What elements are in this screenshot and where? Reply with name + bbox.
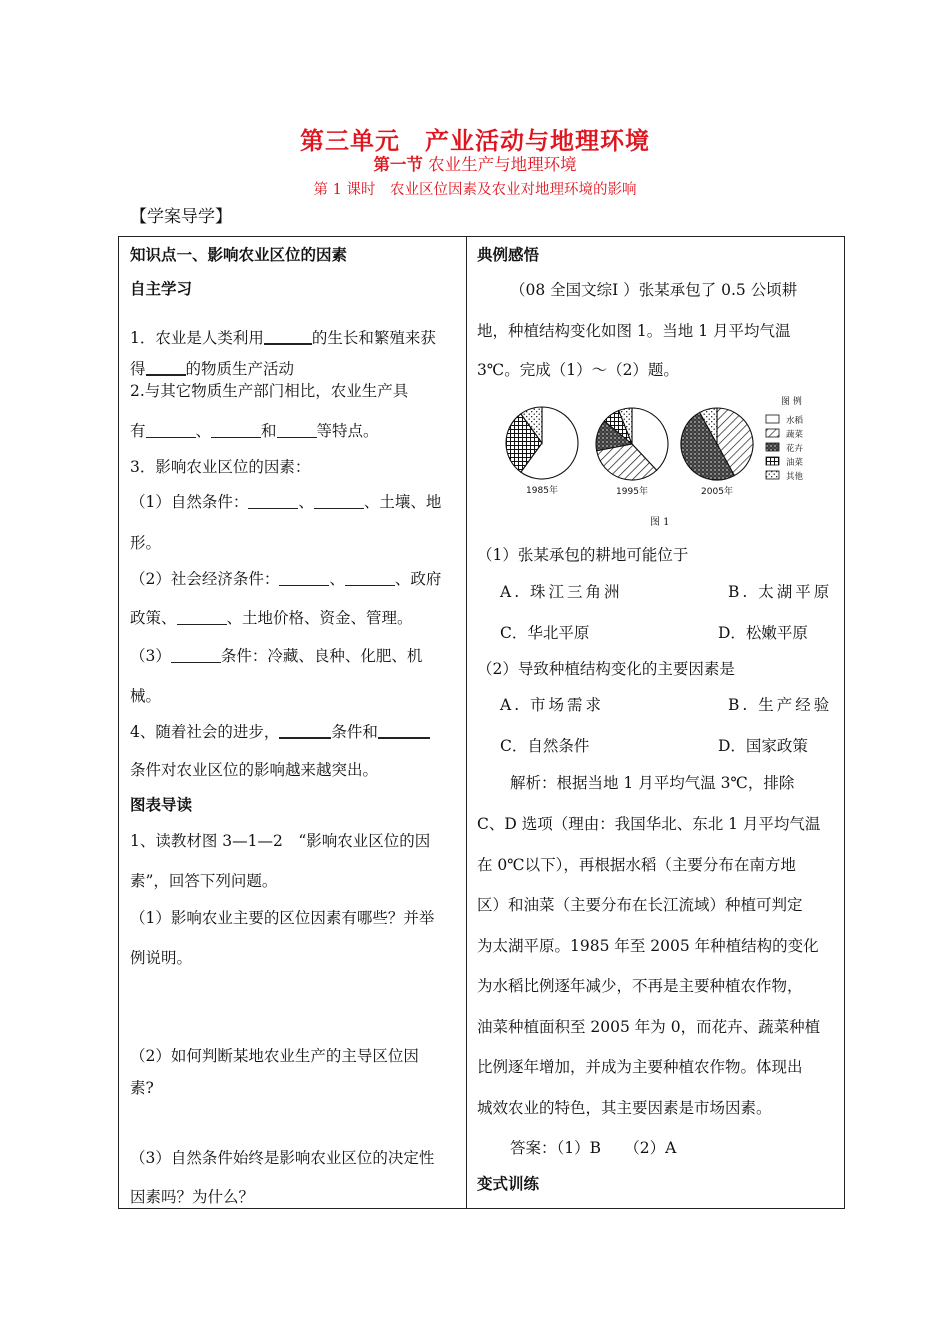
- blank-field[interactable]: [314, 493, 364, 509]
- legend-label: 其他: [786, 472, 804, 482]
- example-text-3: 3℃。完成（1）～（2）题。: [477, 361, 679, 379]
- question-2-line-2: 有 、 和 等特点。: [130, 422, 379, 440]
- analysis-line-4: 区）和油菜（主要分布在长江流域）种植可判定: [477, 896, 803, 914]
- legend-title: 图 例: [781, 397, 802, 407]
- q2-option-b: B. 生产经验: [728, 696, 833, 714]
- analysis-line-9: 城效农业的特色，其主要因素是市场因素。: [477, 1099, 772, 1117]
- blank-field[interactable]: [171, 647, 221, 663]
- question-4-line-2: 条件对农业区位的影响越来越突出。: [130, 761, 379, 779]
- q2-option-d: D．国家政策: [718, 737, 808, 755]
- reading-q1-line-1: （1）影响农业主要的区位因素有哪些？并举: [130, 909, 435, 927]
- guide-label: 【学案导学】: [130, 207, 232, 227]
- question-1: （1）张某承包的耕地可能位于: [477, 546, 689, 564]
- natural-conditions-cont: 形。: [130, 534, 162, 552]
- q2-option-c: C．自然条件: [500, 737, 590, 755]
- blank-field[interactable]: [248, 493, 298, 509]
- analysis-line-5: 为太湖平原。1985 年至 2005 年种植结构的变化: [477, 937, 819, 955]
- analysis-line-7: 油菜种植面积至 2005 年为 0，而花卉、蔬菜种植: [477, 1018, 821, 1036]
- pie-year-label: 1985年: [526, 486, 558, 496]
- question-1-line-1: 1．农业是人类利用 的生长和繁殖来获: [130, 329, 436, 347]
- analysis-line-1: 解析：根据当地 1 月平均气温 3℃，排除: [510, 774, 795, 792]
- legend-label: 花卉: [786, 444, 804, 454]
- technical-conditions: （3） 条件：冷藏、良种、化肥、机: [130, 647, 423, 665]
- knowledge-point-1: 知识点一、影响农业区位的因素: [130, 245, 348, 264]
- figure-caption: 图 1: [650, 517, 670, 528]
- legend-label: 蔬菜: [786, 430, 804, 440]
- reading-q3-line-1: （3）自然条件始终是影响农业区位的决定性: [130, 1149, 435, 1167]
- chart-guide-heading: 图表导读: [130, 795, 193, 814]
- reading-1-line-2: 素”，回答下列问题。: [130, 872, 278, 890]
- section-title: [0, 151, 950, 175]
- q1-option-c: C．华北平原: [500, 624, 590, 642]
- reading-q2-line-1: （2）如何判断某地农业生产的主导区位因: [130, 1047, 419, 1065]
- analysis-line-2: C、D 选项（理由：我国华北、东北 1 月平均气温: [477, 815, 821, 833]
- blank-field[interactable]: [146, 359, 186, 376]
- lesson-title: 第 1 课时 农业区位因素及农业对地理环境的影响: [313, 182, 637, 198]
- pie-year-label: 2005年: [701, 487, 733, 497]
- example-heading: 典例感悟: [477, 245, 540, 264]
- question-2-line-1: 2.与其它物质生产部门相比，农业生产具: [130, 382, 409, 400]
- legend-swatch: [766, 471, 779, 479]
- legend-label: 水稻: [786, 416, 804, 426]
- legend-label: 油菜: [786, 458, 804, 468]
- answer-line: 答案：（1）B （2）A: [510, 1139, 677, 1157]
- reading-q3-line-2: 因素吗？为什么？: [130, 1188, 255, 1206]
- blank-field[interactable]: [146, 422, 196, 438]
- blank-field[interactable]: [277, 422, 317, 438]
- q1-option-a: A. 珠江三角洲: [500, 583, 623, 601]
- question-1-line-2: 得 的物质生产活动: [130, 360, 295, 378]
- analysis-line-3: 在 0℃以下），再根据水稻（主要分布在南方地: [477, 856, 796, 874]
- analysis-line-8: 比例逐年增加，并成为主要种植农作物。体现出: [477, 1058, 803, 1076]
- pie-year-label: 1995年: [616, 487, 648, 497]
- blank-field[interactable]: [378, 722, 430, 739]
- question-3: 3．影响农业区位的因素：: [130, 458, 311, 476]
- blank-field[interactable]: [211, 422, 261, 438]
- section-number: 第一节: [373, 155, 423, 174]
- section-name: 农业生产与地理环境: [428, 155, 577, 174]
- q1-option-d: D．松嫩平原: [718, 624, 808, 642]
- reading-1-line-1: 1、读教材图 3—1—2 “影响农业区位的因: [130, 832, 431, 850]
- reading-q2-line-2: 素?: [130, 1079, 154, 1097]
- blank-field[interactable]: [279, 722, 331, 739]
- question-4-line-1: 4、随着社会的进步， 条件和: [130, 720, 430, 742]
- example-text-2: 地，种植结构变化如图 1。当地 1 月平均气温: [477, 322, 791, 340]
- column-divider: [466, 236, 467, 1209]
- socio-economic-conditions-cont: 政策、 、土地价格、资金、管理。: [130, 609, 413, 627]
- self-study-heading: 自主学习: [130, 279, 193, 298]
- question-2: （2）导致种植结构变化的主要因素是: [477, 660, 735, 678]
- analysis-line-6: 为水稻比例逐年减少，不再是主要种植农作物，: [477, 977, 803, 995]
- blank-field[interactable]: [279, 570, 329, 586]
- blank-field[interactable]: [264, 328, 312, 345]
- blank-field[interactable]: [345, 570, 395, 586]
- reading-q1-line-2: 例说明。: [130, 949, 193, 967]
- unit-title: 第三单元 产业活动与地理环境: [300, 126, 650, 155]
- legend-swatch: [766, 443, 779, 451]
- q2-option-a: A. 市场需求: [500, 696, 605, 714]
- legend-swatch: [766, 429, 779, 437]
- legend-swatch: [766, 457, 779, 465]
- q1-option-b: B. 太湖平原: [728, 583, 833, 601]
- variant-heading: 变式训练: [477, 1174, 540, 1193]
- natural-conditions: （1）自然条件： 、 、土壤、地: [130, 493, 442, 511]
- figure-1-pie-charts: [498, 393, 858, 533]
- socio-economic-conditions: （2）社会经济条件： 、 、政府: [130, 570, 442, 588]
- example-text-1: （08 全国文综Ⅰ ）张某承包了 0.5 公顷耕: [510, 281, 798, 299]
- blank-field[interactable]: [177, 609, 227, 625]
- legend-swatch: [766, 415, 779, 423]
- technical-conditions-cont: 械。: [130, 687, 162, 705]
